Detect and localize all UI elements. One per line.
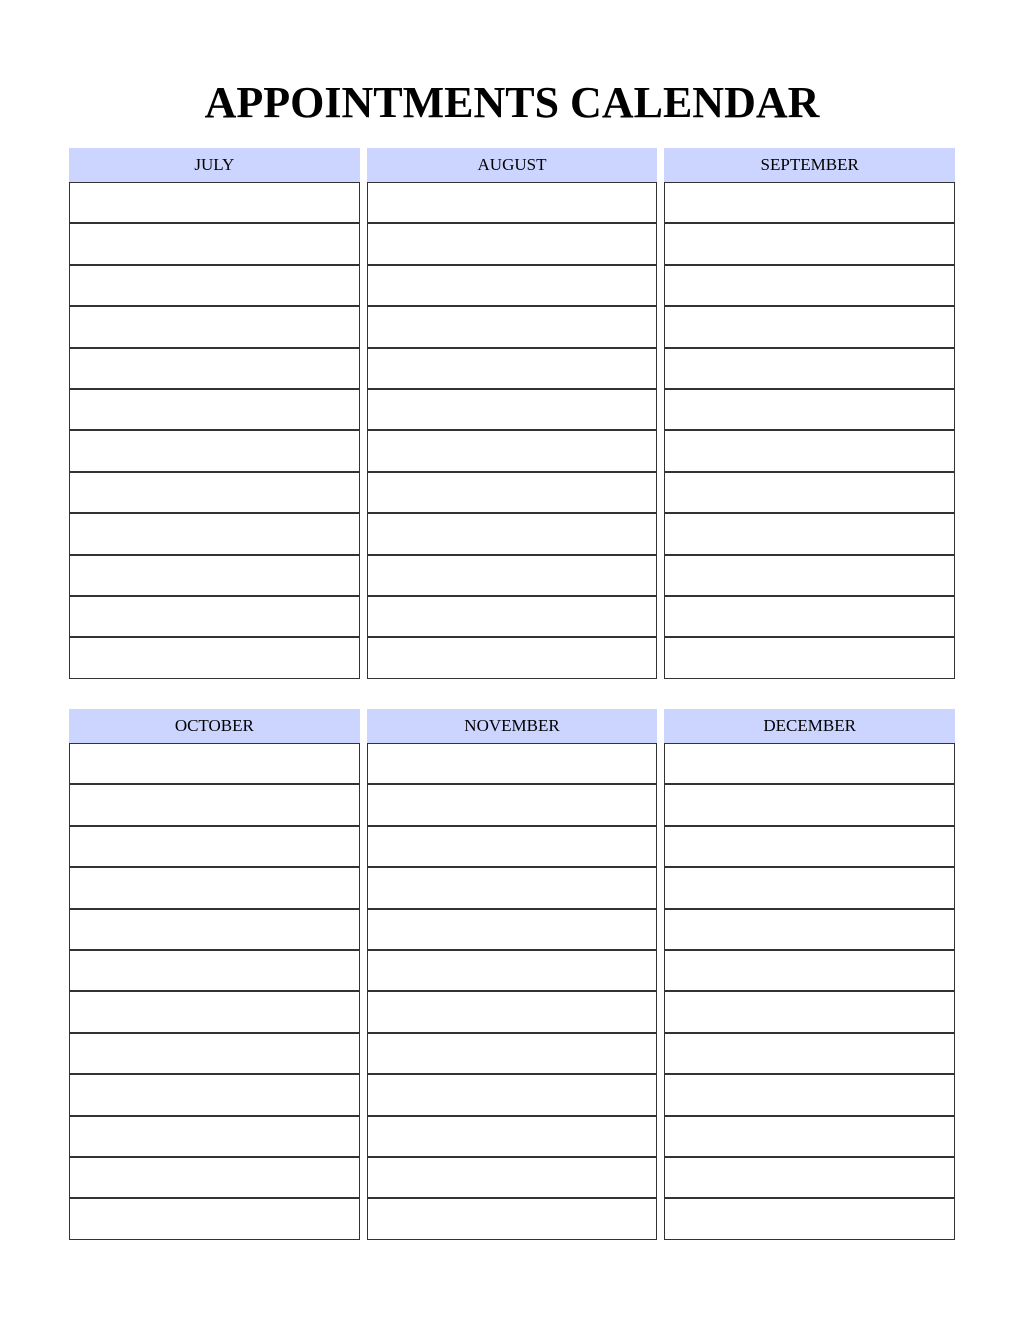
appointment-slot[interactable] <box>70 431 359 472</box>
appointment-slot[interactable] <box>70 1158 359 1199</box>
appointment-slot[interactable] <box>665 868 954 909</box>
appointment-slot[interactable] <box>665 1117 954 1158</box>
appointment-slot[interactable] <box>368 1075 657 1116</box>
appointment-rows <box>69 744 360 1240</box>
month-header: AUGUST <box>367 148 658 183</box>
appointment-slot[interactable] <box>665 597 954 638</box>
month-november <box>367 709 658 1240</box>
appointment-slot[interactable] <box>368 785 657 826</box>
appointment-slot[interactable] <box>70 744 359 785</box>
appointment-slot[interactable] <box>368 638 657 678</box>
appointment-slot[interactable] <box>70 473 359 514</box>
appointment-slot[interactable] <box>368 868 657 909</box>
appointment-slot[interactable] <box>368 597 657 638</box>
appointment-slot[interactable] <box>70 992 359 1033</box>
appointment-slot[interactable] <box>70 1075 359 1116</box>
appointment-slot[interactable] <box>70 307 359 348</box>
appointment-slot[interactable] <box>70 1117 359 1158</box>
appointment-slot[interactable] <box>665 951 954 992</box>
appointment-slot[interactable] <box>665 390 954 431</box>
appointment-slot[interactable] <box>368 556 657 597</box>
appointment-rows <box>367 744 658 1240</box>
appointment-slot[interactable] <box>368 951 657 992</box>
month-header: OCTOBER <box>69 709 360 744</box>
appointment-slot[interactable] <box>665 1034 954 1075</box>
appointment-rows <box>69 183 360 679</box>
appointment-slot[interactable] <box>70 1199 359 1239</box>
appointment-slot[interactable] <box>665 1158 954 1199</box>
month-header: SEPTEMBER <box>664 148 955 183</box>
appointment-slot[interactable] <box>665 1075 954 1116</box>
appointment-slot[interactable] <box>665 556 954 597</box>
appointment-slot[interactable] <box>665 744 954 785</box>
appointment-slot[interactable] <box>665 638 954 678</box>
appointment-slot[interactable] <box>70 868 359 909</box>
appointment-slot[interactable] <box>368 992 657 1033</box>
appointment-slot[interactable] <box>665 183 954 224</box>
month-september <box>664 148 955 679</box>
month-december <box>664 709 955 1240</box>
appointment-slot[interactable] <box>368 1034 657 1075</box>
appointment-slot[interactable] <box>70 638 359 678</box>
appointment-slot[interactable] <box>368 827 657 868</box>
appointment-slot[interactable] <box>368 514 657 555</box>
appointment-slot[interactable] <box>368 1117 657 1158</box>
month-october <box>69 709 360 1240</box>
appointment-slot[interactable] <box>70 266 359 307</box>
appointment-slot[interactable] <box>665 992 954 1033</box>
appointment-slot[interactable] <box>665 224 954 265</box>
appointment-slot[interactable] <box>368 473 657 514</box>
appointment-slot[interactable] <box>70 785 359 826</box>
appointment-slot[interactable] <box>70 390 359 431</box>
month-header: DECEMBER <box>664 709 955 744</box>
month-august <box>367 148 658 679</box>
appointment-slot[interactable] <box>368 390 657 431</box>
page-title: APPOINTMENTS CALENDAR <box>204 78 820 127</box>
appointment-slot[interactable] <box>665 827 954 868</box>
appointment-slot[interactable] <box>70 514 359 555</box>
appointment-slot[interactable] <box>368 307 657 348</box>
appointment-slot[interactable] <box>70 597 359 638</box>
appointment-slot[interactable] <box>665 473 954 514</box>
appointment-slot[interactable] <box>70 951 359 992</box>
appointment-slot[interactable] <box>70 224 359 265</box>
appointment-slot[interactable] <box>665 910 954 951</box>
appointment-slot[interactable] <box>70 827 359 868</box>
appointment-rows <box>664 183 955 679</box>
appointment-slot[interactable] <box>368 1199 657 1239</box>
appointment-slot[interactable] <box>665 266 954 307</box>
appointment-slot[interactable] <box>368 910 657 951</box>
appointment-slot[interactable] <box>70 183 359 224</box>
appointment-slot[interactable] <box>665 431 954 472</box>
month-header: NOVEMBER <box>367 709 658 744</box>
month-july <box>69 148 360 679</box>
appointment-rows <box>367 183 658 679</box>
months-block-top <box>69 148 955 679</box>
appointment-slot[interactable] <box>665 514 954 555</box>
appointment-slot[interactable] <box>70 1034 359 1075</box>
appointment-slot[interactable] <box>368 349 657 390</box>
appointment-slot[interactable] <box>368 183 657 224</box>
appointment-slot[interactable] <box>665 1199 954 1239</box>
appointment-slot[interactable] <box>70 349 359 390</box>
appointment-slot[interactable] <box>665 349 954 390</box>
appointment-slot[interactable] <box>368 266 657 307</box>
months-block-bottom <box>69 709 955 1240</box>
appointment-rows <box>664 744 955 1240</box>
appointment-slot[interactable] <box>368 431 657 472</box>
appointment-slot[interactable] <box>368 224 657 265</box>
appointment-slot[interactable] <box>368 744 657 785</box>
appointment-slot[interactable] <box>665 307 954 348</box>
appointment-slot[interactable] <box>70 556 359 597</box>
appointment-slot[interactable] <box>665 785 954 826</box>
appointment-slot[interactable] <box>368 1158 657 1199</box>
appointment-slot[interactable] <box>70 910 359 951</box>
month-header: JULY <box>69 148 360 183</box>
